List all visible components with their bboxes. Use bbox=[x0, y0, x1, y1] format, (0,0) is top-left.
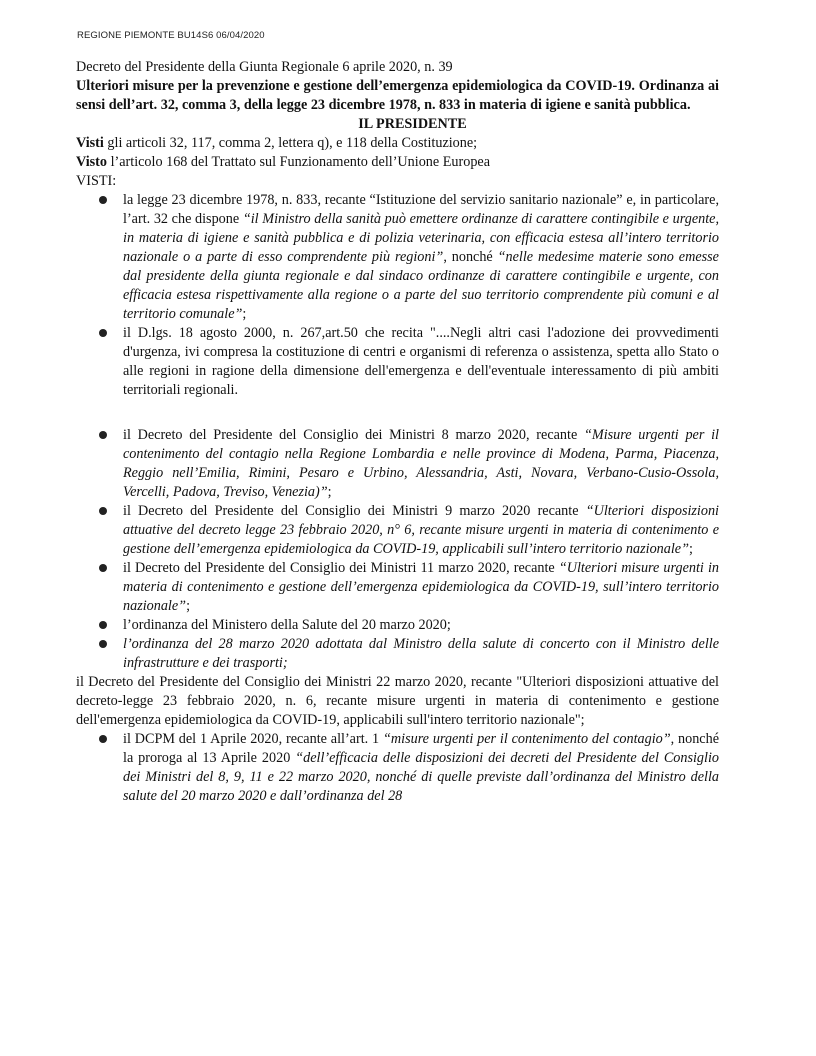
item-text: ; bbox=[688, 541, 693, 557]
visto-lead: Visto bbox=[76, 154, 108, 170]
item-text: il Decreto del Presidente del Consiglio dei Ministri 9 marzo 2020 recante bbox=[123, 503, 586, 519]
item-text: , nonché la proroga al 13 Aprile 2020 bbox=[123, 731, 719, 766]
item-quote: “misure urgenti per il contenimento del contagio” bbox=[383, 731, 671, 747]
list-item-dpcm-11-marzo bbox=[76, 559, 719, 616]
item-text: ; bbox=[186, 598, 191, 614]
visto-text: l’articolo 168 del Trattato sul Funzionamento dell’Unione Europea bbox=[107, 154, 491, 170]
decree-reference: Decreto del Presidente della Giunta Regionale 6 aprile 2020, n. 39 bbox=[76, 59, 453, 75]
item-text: la legge 23 dicembre 1978, n. 833, recante “Istituzione del servizio sanitario nazionale” e, in particolare, l’art. 32 che dispone bbox=[123, 192, 719, 227]
item-text: il Decreto del Presidente del Consiglio dei Ministri 8 marzo 2020, recante bbox=[123, 427, 584, 443]
president-heading: IL PRESIDENTE bbox=[358, 116, 467, 132]
list-item-ordinanza-28-marzo bbox=[76, 635, 719, 673]
item-text: ; bbox=[242, 306, 247, 322]
visto-treaty bbox=[76, 153, 719, 172]
list-item-legge-833 bbox=[76, 191, 719, 324]
document-body bbox=[76, 58, 719, 806]
list-item-dpcm-8-marzo bbox=[76, 426, 719, 502]
item-quote: “il Ministro della sanità può emettere ordinanze di carattere contingibile e urgente, in materia di igiene e sanità pubblica e di polizia veterinaria, con efficacia estesa all’intero territorio nazionale o a parte di esso comprendente più regioni” bbox=[123, 211, 720, 265]
item-text: il DCPM del 1 Aprile 2020, recante all’art. 1 bbox=[123, 731, 383, 747]
visti-list-2 bbox=[76, 730, 719, 806]
list-item-ordinanza-20-marzo bbox=[76, 616, 719, 635]
item-quote: “Misure urgenti per il contenimento del contagio nella Regione Lombardia e nelle province di Modena, Parma, Piacenza, Reggio nell’Emilia, Rimini, Pesaro e Urbino, Alessandria, Asti, Novara, Verbano-Cusio-Ossola, Vercelli, Padova, Treviso, Venezia)” bbox=[123, 427, 719, 500]
item-quote: “dell’efficacia delle disposizioni dei decreti del Presidente del Consiglio dei Ministri del 8, 9, 11 e 22 marzo 2020, nonché di quelle previste dall’ordinanza del Ministro della salute del 20 marzo 2020 e dall’ordinanza del 28 bbox=[123, 750, 720, 804]
item-text: l’ordinanza del Ministero della Salute del 20 marzo 2020; bbox=[123, 617, 451, 633]
item-quote: “nelle medesime materie sono emesse dal presidente della giunta regionale e dal sindaco ordinanze di carattere contingibile e urgente, con efficacia estesa rispettivamente alla regione o a parte del suo territorio comprendente più comuni e al territorio comunale” bbox=[123, 249, 719, 322]
item-text: , nonché bbox=[443, 249, 498, 265]
item-quote: “Ulteriori misure urgenti in materia di contenimento e gestione dell’emergenza epidemiologica da COVID-19, sull’intero territorio nazionale” bbox=[123, 560, 719, 614]
item-quote: “Ulteriori disposizioni attuative del decreto legge 23 febbraio 2020, n° 6, recante misure urgenti in materia di contenimento e gestione dell’emergenza epidemiologica da COVID-19, applicabili sull’intero territorio nazionale” bbox=[123, 503, 719, 557]
decree-title: Ulteriori misure per la prevenzione e gestione dell’emergenza epidemiologica da COVID-19. Ordinanza ai sensi dell’art. 32, comma 3, della legge 23 dicembre 1978, n. 833 in materia di igiene e sanità pubblica. bbox=[76, 78, 719, 113]
list-item-dlgs-267 bbox=[76, 324, 719, 400]
item-quote: l’ordinanza del 28 marzo 2020 adottata dal Ministro della salute di concerto con il Ministro delle infrastrutture e dei trasporti; bbox=[123, 636, 719, 671]
list-item-dpcm-9-marzo bbox=[76, 502, 719, 559]
paragraph-dpcm-22-marzo: il Decreto del Presidente del Consiglio dei Ministri 22 marzo 2020, recante "Ulteriori disposizioni attuative del decreto-legge 23 febbraio 2020, n. 6, recante misure urgenti in materia di contenimento e gestione dell'emergenza epidemiologica da COVID-19, applicabili sull'intero territorio nazionale"; bbox=[76, 674, 719, 728]
list-item-dpcm-1-aprile bbox=[76, 730, 719, 806]
visti-lead: Visti bbox=[76, 135, 104, 151]
item-text: il Decreto del Presidente del Consiglio dei Ministri 11 marzo 2020, recante bbox=[123, 560, 559, 576]
visti-text: gli articoli 32, 117, comma 2, lettera q), e 118 della Costituzione; bbox=[103, 135, 478, 151]
visti-heading: VISTI: bbox=[76, 173, 117, 189]
item-text: il D.lgs. 18 agosto 2000, n. 267,art.50 che recita "....Negli altri casi l'adozione dei provvedimenti d'urgenza, ivi compresa la costituzione di centri e organismi di referenza o assistenza, spetta allo Stato o alle regioni in ragione della dimensione dell'emergenza e dell'eventuale interessamento di più ambiti territoriali regionali. bbox=[123, 325, 719, 398]
item-text: ; bbox=[327, 484, 332, 500]
visti-list-1 bbox=[76, 191, 719, 673]
visti-constitution bbox=[76, 134, 719, 153]
bulletin-header: REGIONE PIEMONTE BU14S6 06/04/2020 bbox=[77, 30, 265, 41]
